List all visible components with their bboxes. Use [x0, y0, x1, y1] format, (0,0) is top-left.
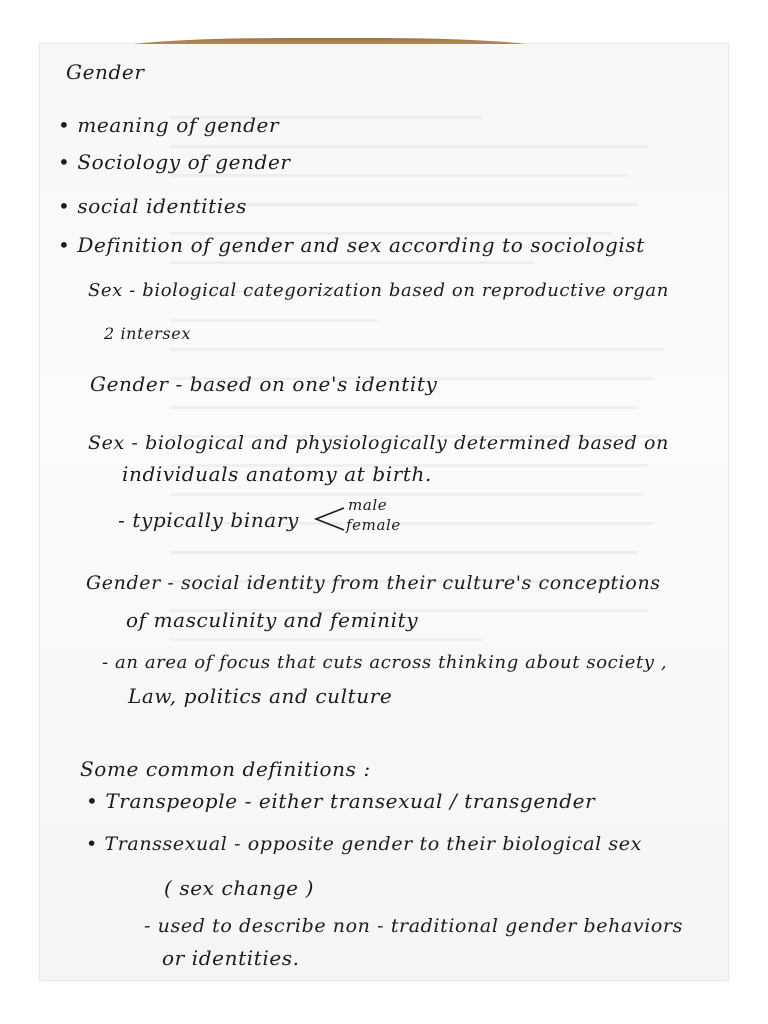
definition-transsexual-sex-change: ( sex change ): [164, 876, 314, 900]
gender-social-identity-line1: Gender - social identity from their culture's conceptions: [86, 572, 661, 594]
gender-area-of-focus-line2: Law, politics and culture: [128, 684, 393, 708]
bullet-social-identities: • social identities: [58, 194, 248, 218]
bullet-sociology-of-gender: • Sociology of gender: [58, 150, 291, 174]
bullet-meaning-of-gender: • meaning of gender: [58, 113, 280, 137]
sex-definition-intersex: 2 intersex: [104, 324, 191, 343]
sex-typically-binary: - typically binary: [118, 508, 299, 532]
sex-biological-line1: Sex - biological and physiologically determined based on: [88, 432, 669, 454]
definition-transpeople: • Transpeople - either transexual / transgender: [86, 789, 596, 813]
gender-definition-line1: Gender - based on one's identity: [90, 372, 438, 396]
sex-definition-line1: Sex - biological categorization based on reproductive organ: [88, 280, 669, 301]
gender-area-of-focus-line1: - an area of focus that cuts across thinking about society ,: [102, 652, 668, 673]
bullet-definition: • Definition of gender and sex according to sociologist: [58, 233, 645, 257]
definitions-heading: Some common definitions :: [80, 757, 371, 781]
binary-female: female: [346, 516, 401, 534]
definition-transsexual: • Transsexual - opposite gender to their biological sex: [86, 833, 642, 855]
definition-transsexual-usage-line2: or identities.: [162, 946, 300, 970]
gender-social-identity-line2: of masculinity and feminity: [126, 608, 419, 632]
definition-transsexual-usage-line1: - used to describe non - traditional gender behaviors: [144, 915, 683, 937]
binary-male: male: [348, 496, 388, 514]
page-title: Gender: [66, 60, 145, 84]
sex-biological-line2: individuals anatomy at birth.: [122, 462, 432, 486]
